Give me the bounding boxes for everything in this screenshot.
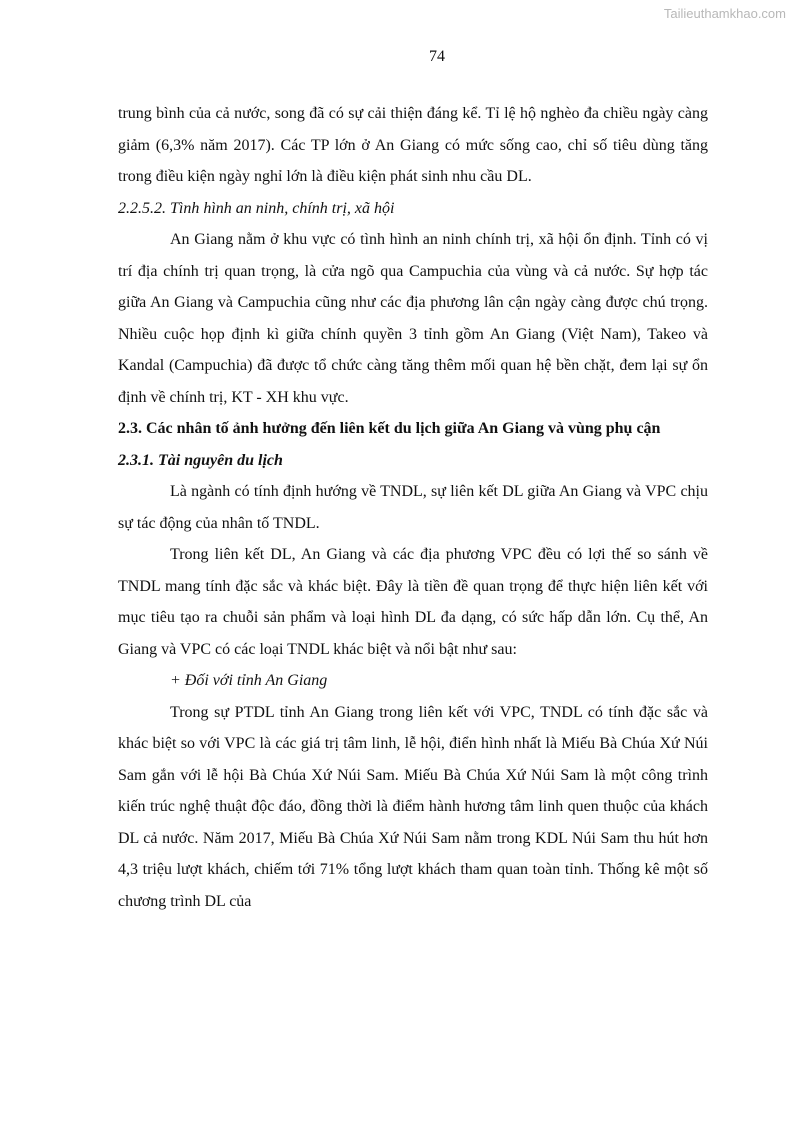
- paragraph-tourism-resources-intro: Là ngành có tính định hướng về TNDL, sự liên kết DL giữa An Giang và VPC chịu sự tác động của nhân tố TNDL.: [118, 483, 708, 532]
- page-number: 74: [429, 48, 445, 65]
- watermark: Tailieuthamkhao.com: [663, 6, 786, 21]
- paragraph-comparative-advantage: Trong liên kết DL, An Giang và các địa phương VPC đều có lợi thế so sánh về TNDL mang tính đặc sắc và khác biệt. Đây là tiền đề quan trọng để thực hiện liên kết với mục tiêu tạo ra chuỗi sản phẩm và loại hình DL đa dạng, có sức hấp dẫn lớn. Cụ thể, An Giang và VPC có các loại TNDL khác biệt và nổi bật như sau:: [118, 546, 708, 658]
- heading-section-2-3: 2.3. Các nhân tố ảnh hưởng đến liên kết du lịch giữa An Giang và vùng phụ cận: [118, 420, 661, 437]
- paragraph-income: trung bình của cả nước, song đã có sự cải thiện đáng kể. Tỉ lệ hộ nghèo đa chiều ngày càng giảm (6,3% năm 2017). Các TP lớn ở An Giang có mức sống cao, chỉ số tiêu dùng tăng trong điều kiện ngày nghỉ lớn là điều kiện phát sinh nhu cầu DL.: [118, 105, 708, 185]
- paragraph-security: An Giang nằm ở khu vực có tình hình an ninh chính trị, xã hội ổn định. Tỉnh có vị trí địa chính trị quan trọng, là cửa ngõ qua Campuchia của vùng và cả nước. Sự hợp tác giữa An Giang và Campuchia cũng như các địa phương lân cận ngày càng được chú trọng. Nhiều cuộc họp định kì giữa chính quyền 3 tỉnh gồm An Giang (Việt Nam), Takeo và Kandal (Campuchia) đã được tổ chức càng tăng thêm mối quan hệ bền chặt, đem lại sự ổn định về chính trị, KT - XH khu vực.: [118, 231, 708, 406]
- heading-section-2-3-1: 2.3.1. Tài nguyên du lịch: [118, 451, 283, 469]
- subheading-an-giang: + Đối với tỉnh An Giang: [170, 672, 328, 689]
- page-content: [118, 98, 708, 917]
- paragraph-ba-chua-xu: Trong sự PTDL tỉnh An Giang trong liên kết với VPC, TNDL có tính đặc sắc và khác biệt so với VPC là các giá trị tâm linh, lễ hội, điển hình nhất là Miếu Bà Chúa Xứ Núi Sam gắn với lễ hội Bà Chúa Xứ Núi Sam. Miếu Bà Chúa Xứ Núi Sam là một công trình kiến trúc nghệ thuật độc đáo, đồng thời là điểm hành hương tâm linh quen thuộc của khách DL cả nước. Năm 2017, Miếu Bà Chúa Xứ Núi Sam nằm trong KDL Núi Sam thu hút hơn 4,3 triệu lượt khách, chiếm tới 71% tổng lượt khách tham quan toàn tỉnh. Thống kê một số chương trình DL của: [118, 703, 708, 910]
- heading-security-politics: 2.2.5.2. Tình hình an ninh, chính trị, xã hội: [118, 199, 395, 217]
